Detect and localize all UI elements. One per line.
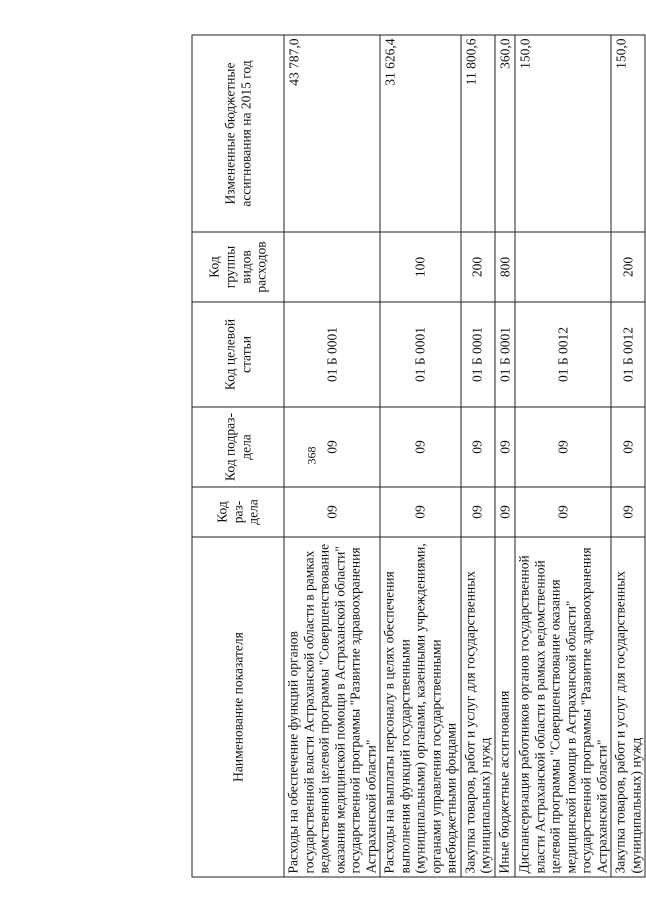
row-name: Закупка товаров, работ и услуг для государственных (муниципальных) нужд xyxy=(611,537,645,877)
row-gruppa: 200 xyxy=(611,232,645,302)
table-row xyxy=(284,35,380,877)
header-gruppa: Код группы видов расходов xyxy=(192,232,284,302)
row-celevaya: 01 Б 0001 xyxy=(380,302,461,407)
row-gruppa xyxy=(284,232,380,302)
table-row xyxy=(495,35,516,877)
row-podrazdel: 09 xyxy=(611,407,645,487)
row-podrazdel: 09 xyxy=(284,407,380,487)
row-celevaya: 01 Б 0001 xyxy=(284,302,380,407)
row-amount: 360,0 xyxy=(495,35,516,232)
row-name: Иные бюджетные ассигнования xyxy=(495,537,516,877)
table-header-row xyxy=(192,35,284,877)
page-number: 368 xyxy=(304,446,319,465)
header-name: Наименование показателя xyxy=(192,537,284,877)
row-amount: 150,0 xyxy=(515,35,611,232)
header-podrazdel: Код подраз-дела xyxy=(192,407,284,487)
table-row xyxy=(380,35,461,877)
row-razdel: 09 xyxy=(284,487,380,537)
row-celevaya: 01 Б 0012 xyxy=(515,302,611,407)
row-gruppa xyxy=(515,232,611,302)
row-amount: 11 800,6 xyxy=(461,35,495,232)
row-razdel: 09 xyxy=(461,487,495,537)
row-razdel: 09 xyxy=(380,487,461,537)
row-razdel: 09 xyxy=(495,487,516,537)
budget-table xyxy=(192,35,646,878)
row-podrazdel: 09 xyxy=(495,407,516,487)
header-amount: Измененные бюджетные ассигнования на 2015 год xyxy=(192,35,284,232)
table-row xyxy=(515,35,611,877)
row-podrazdel: 09 xyxy=(515,407,611,487)
row-name: Расходы на обеспечение функций органов государственной власти Астраханской области в рамках ведомственной целевой программы "Совершенствование оказания медицинской помощи в Астраханской области" государственной программы "Развитие здравоохранения Астраханской области" xyxy=(284,537,380,877)
row-name: Диспансеризация работников органов государственной власти Астраханской области в рамках ведомственной целевой программы "Совершенствование оказания медицинской помощи в Астраханской области" государственной программы "Развитие здравоохранения Астраханской области" xyxy=(515,537,611,877)
budget-table-container xyxy=(192,36,644,878)
header-celevaya: Код целевой статьи xyxy=(192,302,284,407)
row-amount: 150,0 xyxy=(611,35,645,232)
row-gruppa: 800 xyxy=(495,232,516,302)
header-razdel: Код раз-дела xyxy=(192,487,284,537)
row-name: Закупка товаров, работ и услуг для государственных (муниципальных) нужд xyxy=(461,537,495,877)
row-amount: 43 787,0 xyxy=(284,35,380,232)
table-row xyxy=(611,35,645,877)
row-celevaya: 01 Б 0001 xyxy=(495,302,516,407)
row-celevaya: 01 Б 0001 xyxy=(461,302,495,407)
row-gruppa: 200 xyxy=(461,232,495,302)
table-row xyxy=(461,35,495,877)
row-amount: 31 626,4 xyxy=(380,35,461,232)
row-celevaya: 01 Б 0012 xyxy=(611,302,645,407)
row-gruppa: 100 xyxy=(380,232,461,302)
row-podrazdel: 09 xyxy=(461,407,495,487)
row-name: Расходы на выплаты персоналу в целях обеспечения выполнения функций государственными (муниципальными) органами, казенными учреждениями, органами управления государственными внебюджетными фондами xyxy=(380,537,461,877)
row-razdel: 09 xyxy=(515,487,611,537)
row-razdel: 09 xyxy=(611,487,645,537)
row-podrazdel: 09 xyxy=(380,407,461,487)
